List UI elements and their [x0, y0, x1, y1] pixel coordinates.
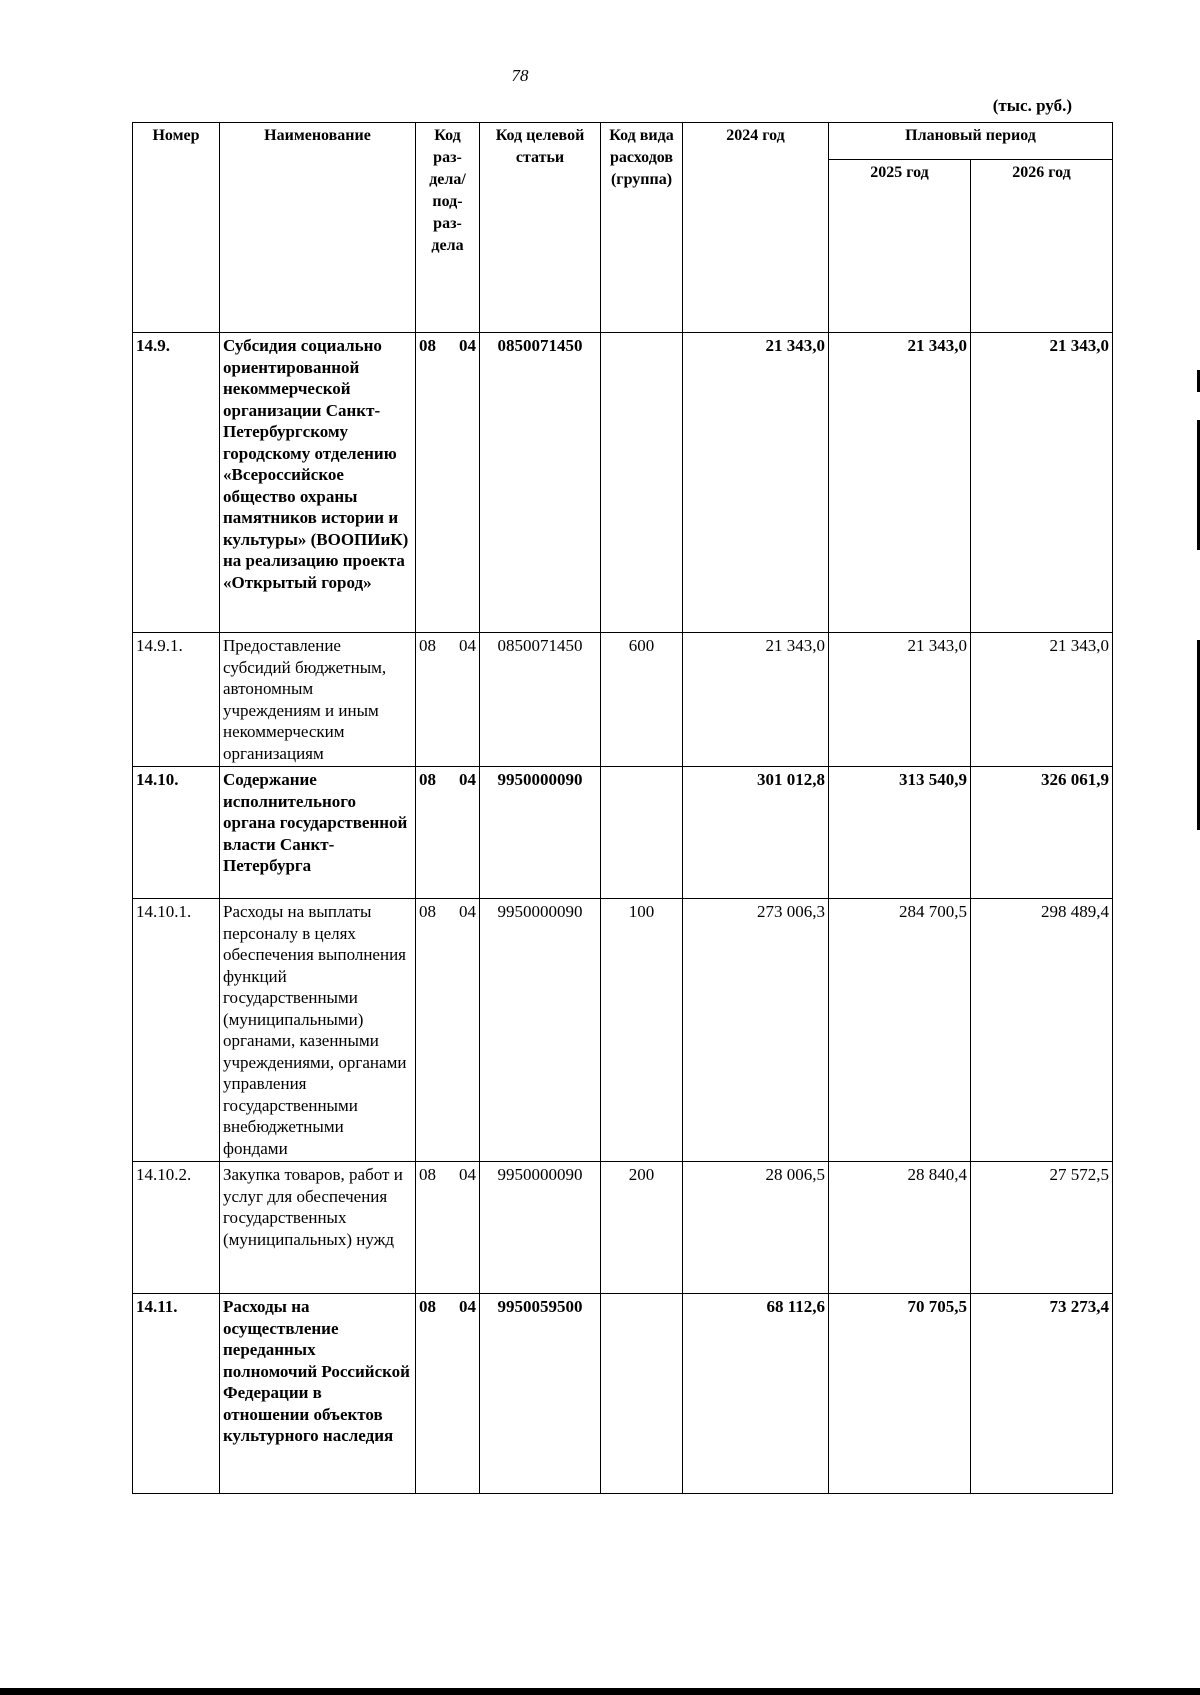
row-amount-2026: 298 489,4: [971, 899, 1113, 1162]
row-section-code: [416, 333, 480, 633]
header-2025: 2025 год: [829, 160, 971, 333]
row-expense-group: 200: [601, 1162, 683, 1294]
row-amount-2026: 73 273,4: [971, 1294, 1113, 1494]
row-amount-2025: 313 540,9: [829, 767, 971, 899]
row-amount-2024: 68 112,6: [683, 1294, 829, 1494]
row-name: Предоставление субсидий бюджетным, автономным учреждениям и иным некоммерческим организациям: [220, 633, 416, 767]
row-amount-2026: 21 343,0: [971, 333, 1113, 633]
row-subsection: 04: [459, 1165, 476, 1184]
row-amount-2025: 28 840,4: [829, 1162, 971, 1294]
budget-table: [132, 122, 1113, 1494]
row-target-code: 9950000090: [480, 899, 601, 1162]
row-target-code: 9950000090: [480, 1162, 601, 1294]
row-amount-2026: 326 061,9: [971, 767, 1113, 899]
units-label: (тыс. руб.): [992, 96, 1072, 115]
page-number: 78: [511, 66, 529, 85]
row-amount-2025: 21 343,0: [829, 633, 971, 767]
row-section: 08: [419, 336, 436, 355]
row-amount-2025: 284 700,5: [829, 899, 971, 1162]
row-section-code: [416, 1294, 480, 1494]
row-amount-2025: 21 343,0: [829, 333, 971, 633]
table-row: [133, 767, 1113, 899]
row-target-code: 0850071450: [480, 333, 601, 633]
row-number: 14.11.: [133, 1294, 220, 1494]
row-expense-group: [601, 767, 683, 899]
row-name: Расходы на выплаты персоналу в целях обеспечения выполнения функций государственными (муниципальными) органами, казенными учреждениями, органами управления государственными внебюджетными фондами: [220, 899, 416, 1162]
row-name: Субсидия социально ориентированной некоммерческой организации Санкт-Петербургскому городскому отделению «Всероссийское общество охраны памятников истории и культуры» (ВООПИиК) на реализацию проекта «Открытый город»: [220, 333, 416, 633]
row-number: 14.9.: [133, 333, 220, 633]
row-subsection: 04: [459, 1297, 476, 1316]
scan-bottom-rule: [0, 1688, 1200, 1695]
row-name: Содержание исполнительного органа государственной власти Санкт-Петербурга: [220, 767, 416, 899]
table-row: [133, 899, 1113, 1162]
row-amount-2024: 301 012,8: [683, 767, 829, 899]
row-subsection: 04: [459, 902, 476, 921]
row-expense-group: [601, 333, 683, 633]
table-row: [133, 333, 1113, 633]
row-section-code: [416, 899, 480, 1162]
row-target-code: 9950000090: [480, 767, 601, 899]
row-subsection: 04: [459, 636, 476, 655]
table-row: [133, 1294, 1113, 1494]
row-target-code: 9950059500: [480, 1294, 601, 1494]
row-section: 08: [419, 636, 436, 655]
header-target: Код целевой статьи: [480, 123, 601, 333]
header-expense-type: Код вида расходов (группа): [601, 123, 683, 333]
row-amount-2024: 273 006,3: [683, 899, 829, 1162]
header-number: Номер: [133, 123, 220, 333]
row-number: 14.10.1.: [133, 899, 220, 1162]
row-name: Закупка товаров, работ и услуг для обеспечения государственных (муниципальных) нужд: [220, 1162, 416, 1294]
row-number: 14.9.1.: [133, 633, 220, 767]
row-subsection: 04: [459, 336, 476, 355]
header-2026: 2026 год: [971, 160, 1113, 333]
row-section: 08: [419, 1165, 436, 1184]
row-target-code: 0850071450: [480, 633, 601, 767]
header-section: Код раз-дела/ под-раз-дела: [416, 123, 480, 333]
row-expense-group: [601, 1294, 683, 1494]
header-name: Наименование: [220, 123, 416, 333]
row-expense-group: 100: [601, 899, 683, 1162]
row-subsection: 04: [459, 770, 476, 789]
row-amount-2026: 21 343,0: [971, 633, 1113, 767]
row-section: 08: [419, 770, 436, 789]
row-amount-2025: 70 705,5: [829, 1294, 971, 1494]
row-number: 14.10.2.: [133, 1162, 220, 1294]
row-section-code: [416, 767, 480, 899]
row-amount-2024: 21 343,0: [683, 333, 829, 633]
row-section: 08: [419, 902, 436, 921]
row-section: 08: [419, 1297, 436, 1316]
header-planned-period: Плановый период: [829, 123, 1113, 160]
row-amount-2024: 21 343,0: [683, 633, 829, 767]
row-name: Расходы на осуществление переданных полномочий Российской Федерации в отношении объектов культурного наследия: [220, 1294, 416, 1494]
row-amount-2026: 27 572,5: [971, 1162, 1113, 1294]
table-row: [133, 633, 1113, 767]
row-amount-2024: 28 006,5: [683, 1162, 829, 1294]
row-number: 14.10.: [133, 767, 220, 899]
table-row: [133, 1162, 1113, 1294]
row-expense-group: 600: [601, 633, 683, 767]
row-section-code: [416, 1162, 480, 1294]
row-section-code: [416, 633, 480, 767]
header-2024: 2024 год: [683, 123, 829, 333]
